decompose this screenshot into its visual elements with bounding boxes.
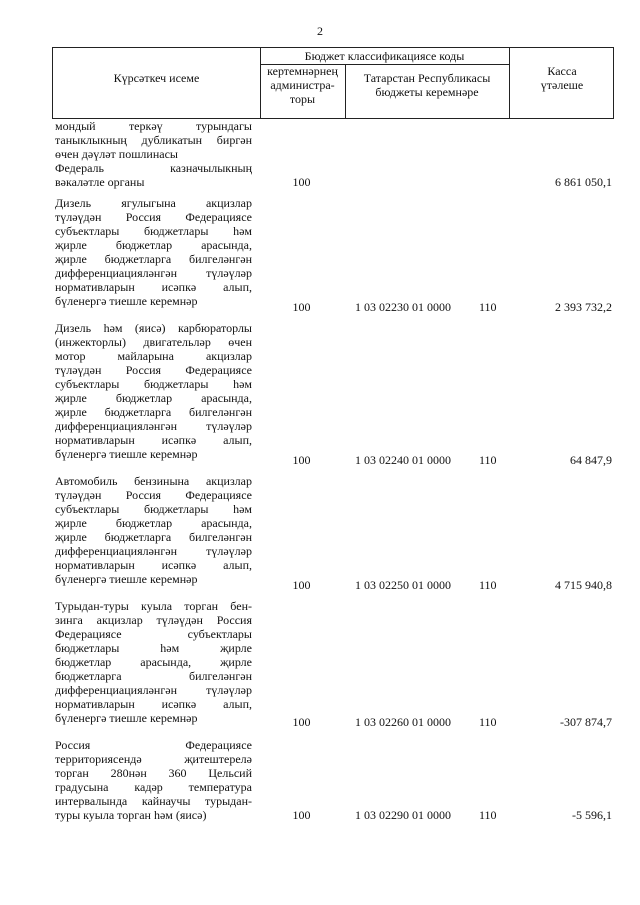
indicator-name: Турыдан-туры куыла торган бен- зинга акцизлар түләүдән Россия Федерациясе субъектлары бюджетлары һәм җирле бюджетлар арасында, җирле бюджетларга билгеләнгән дифференциацияләнгән түләүләр нормативларын исәпкә алып, бүленергә тиешле керемнәр	[55, 599, 252, 725]
administrator-code: 100	[292, 715, 311, 729]
cash-execution-heading: Касса үтәлеше	[540, 64, 584, 92]
income-type-code: 110	[479, 300, 497, 314]
income-code: 1 03 02230 01 0000	[355, 300, 451, 314]
cash-amount: 4 715 940,8	[555, 578, 612, 592]
budget-classification-heading: Бюджет классификациясе коды	[304, 49, 465, 63]
income-type-code: 110	[479, 715, 497, 729]
indicator-name: Дизель ягулыгына акцизлар түләүдән Россия Федерациясе субъектлары бюджетлары һәм җирле бюджетлар арасында, җирле бюджетларга билгеләнгән дифференциацияләнгән түләүләр нормативларын исәпкә алып, бүленергә тиешле керемнәр	[55, 196, 252, 308]
indicator-name: Дизель һәм (яисә) карбюраторлы (инжекторлы) двигательләр өчен мотор майларына акцизлар түләүдән Россия Федерациясе субъектлары бюджетлары һәм җирле бюджетлар арасында, җирле бюджетларга билгеләнгән дифференциацияләнгән түләүләр нормативларын исәпкә алып, бүленергә тиешле керемнәр	[55, 321, 252, 461]
income-code: 1 03 02260 01 0000	[355, 715, 451, 729]
income-code: 1 03 02240 01 0000	[355, 453, 451, 467]
indicator-name: Россия Федерациясе территориясендә җитештерелә торган 280нән 360 Цельсий градусына кадәр температура интервалында кайнаучы турыдан- туры куыла торган һәм (яисә)	[55, 738, 252, 822]
income-type-code: 110	[479, 578, 497, 592]
administrator-code: 100	[292, 578, 311, 592]
income-type-code: 110	[479, 808, 497, 822]
cash-amount: 2 393 732,2	[555, 300, 612, 314]
indicator-name-heading: Күрсәткеч исеме	[113, 71, 200, 85]
income-code: 1 03 02290 01 0000	[355, 808, 451, 822]
cash-amount: 64 847,9	[570, 453, 612, 467]
cash-amount: -307 874,7	[560, 715, 612, 729]
income-code: 1 03 02250 01 0000	[355, 578, 451, 592]
cash-amount: 6 861 050,1	[555, 175, 612, 189]
administrator-code: 100	[292, 453, 311, 467]
indicator-name: мондый теркәү турындагы таныклыкның дубликатын биргән өчен дәүләт пошлинасы	[55, 119, 252, 161]
page-number: 2	[317, 24, 323, 38]
indicator-name: Автомобиль бензинына акцизлар түләүдән Россия Федерациясе субъектлары бюджетлары һәм җирле бюджетлар арасында, җирле бюджетларга билгеләнгән дифференциацияләнгән түләүләр нормативларын исәпкә алып, бүленергә тиешле керемнәр	[55, 474, 252, 586]
indicator-name: Федераль казначылыкның вәкаләтле органы	[55, 161, 252, 189]
table-header	[52, 47, 614, 119]
income-type-code: 110	[479, 453, 497, 467]
administrator-code: 100	[292, 175, 311, 189]
cash-amount: -5 596,1	[572, 808, 612, 822]
administrator-code: 100	[292, 300, 311, 314]
income-heading: Татарстан Республикасы бюджеты керемнәре	[363, 71, 491, 99]
administrator-code: 100	[292, 808, 311, 822]
administrator-heading: кертемнәрнең администра- торы	[267, 64, 338, 106]
